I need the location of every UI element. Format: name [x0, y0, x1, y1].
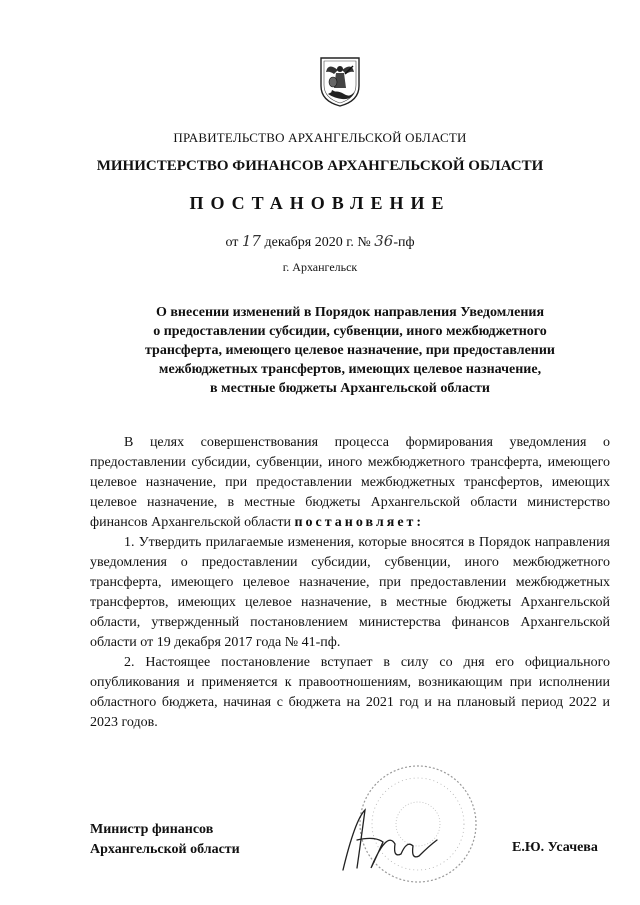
- document-type: ПОСТАНОВЛЕНИЕ: [189, 193, 451, 213]
- document-number: 36: [374, 232, 394, 250]
- heading-line: трансферта, имеющего целевое назначение, при предоставлении: [144, 343, 555, 358]
- number-suffix: -пф: [393, 235, 415, 250]
- heading-line: в местные бюджеты Архангельской области: [210, 381, 490, 396]
- city: г. Архангельск: [282, 260, 358, 274]
- signatory-name: Е.Ю. Усачева: [512, 840, 598, 855]
- position-line-1: Министр финансов: [90, 822, 214, 837]
- heading-line: О внесении изменений в Порядок направления Уведомления: [155, 305, 545, 320]
- heading-line: о предоставлении субсидии, субвенции, иного межбюджетного: [153, 324, 547, 339]
- archangel-coat-of-arms-icon: [318, 56, 362, 108]
- decree-word: постановляет:: [294, 515, 425, 530]
- intro-text: В целях совершенствования процесса формирования уведомления о предоставлении субсидии, субвенции, иного межбюджетного трансферта, имеющего целевое назначение, при предоставлении межбюджетных трансфертов, имеющих целевое назначение, в местные бюджеты Архангельской области министерство финансов Архангельской области: [90, 435, 610, 530]
- date-day: 17: [241, 232, 261, 250]
- government-name: ПРАВИТЕЛЬСТВО АРХАНГЕЛЬСКОЙ ОБЛАСТИ: [173, 130, 467, 145]
- document-body: [90, 433, 610, 733]
- ministry-name: МИНИСТЕРСТВО ФИНАНСОВ АРХАНГЕЛЬСКОЙ ОБЛАСТИ: [96, 158, 544, 174]
- signatory-position: [90, 820, 240, 860]
- handwritten-signature: [335, 800, 445, 880]
- item-1-paragraph: 1. Утвердить прилагаемые изменения, которые вносятся в Порядок направления уведомления о предоставлении субсидии, субвенции, иного межбюджетного трансферта, имеющего целевое назначение, при предоставлении межбюджетных трансфертов, имеющих целевое назначение, в местные бюджеты Архангельской области, утвержденный постановлением министерства финансов Архангельской области от 19 декабря 2017 года № 41-пф.: [90, 535, 610, 650]
- document-heading: [90, 303, 610, 398]
- intro-paragraph: [90, 433, 610, 533]
- date-prefix: от: [225, 235, 239, 250]
- date-rest: декабря 2020 г. №: [264, 235, 371, 250]
- position-line-2: Архангельской области: [90, 842, 240, 857]
- heading-line: межбюджетных трансфертов, имеющих целевое назначение,: [158, 362, 542, 377]
- date-number-line: [0, 232, 640, 251]
- item-2-paragraph: 2. Настоящее постановление вступает в силу со дня его официального опубликования и применяется к правоотношениям, возникающим при исполнении областного бюджета, начиная с бюджета на 2021 год и на плановый период 2022 и 2023 годов.: [90, 655, 610, 730]
